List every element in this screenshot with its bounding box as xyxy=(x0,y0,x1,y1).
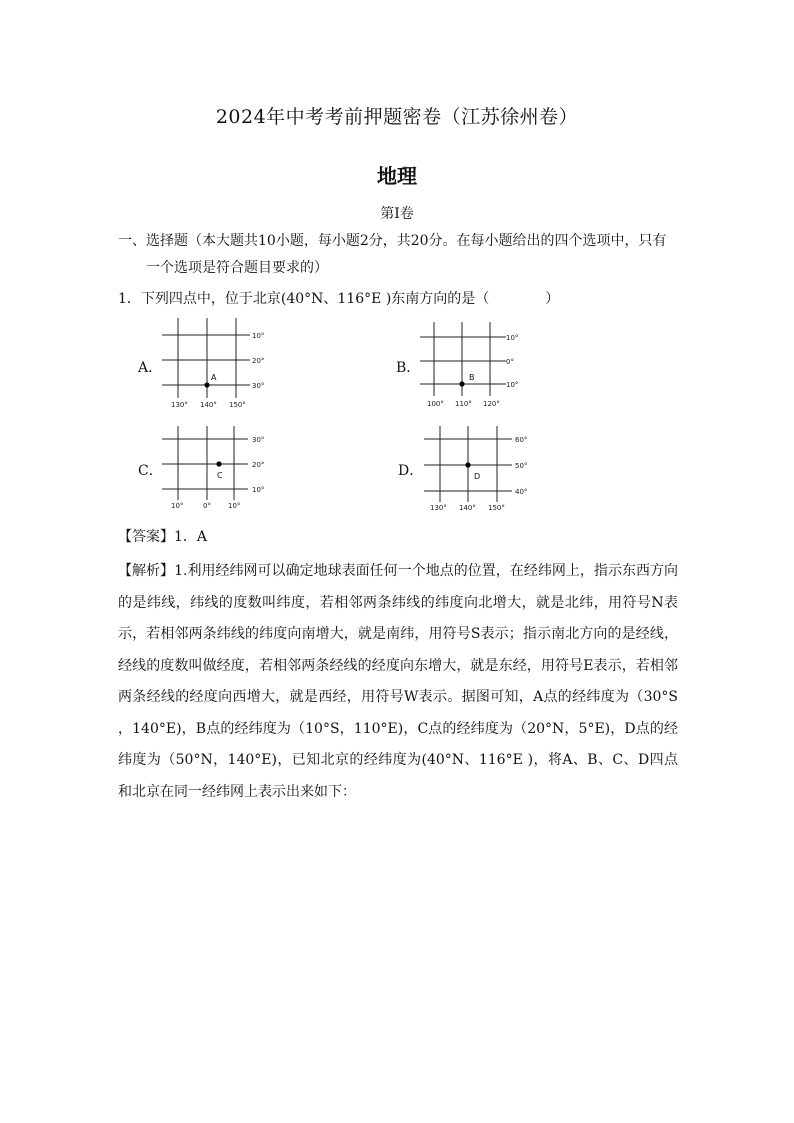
answer-tag: 【答案】 xyxy=(118,529,174,545)
question-1-text: 1．下列四点中，位于北京(40°N、116°E )东南方向的是（ xyxy=(118,291,490,307)
subject-title: 地理 xyxy=(377,164,417,188)
lat-tick: 20° xyxy=(252,461,265,469)
lon-tick: 100° xyxy=(427,400,444,408)
option-a-label: A． xyxy=(138,360,163,376)
lat-tick: 10° xyxy=(506,334,519,342)
lat-tick: 60° xyxy=(515,436,528,444)
lat-tick: 0° xyxy=(506,358,514,366)
lat-tick: 20° xyxy=(252,357,265,365)
lat-tick: 10° xyxy=(252,332,265,340)
option-c-label: C． xyxy=(138,463,163,479)
volume-label: 第Ⅰ卷 xyxy=(380,206,414,222)
lon-tick: 10° xyxy=(171,502,184,510)
lat-tick: 10° xyxy=(252,486,265,494)
lon-tick: 120° xyxy=(483,400,500,408)
lon-tick: 140° xyxy=(200,401,217,409)
lat-tick: 10° xyxy=(506,381,519,389)
lat-tick: 30° xyxy=(252,382,265,390)
answer-line xyxy=(118,526,207,546)
answer-text: 1．A xyxy=(174,529,208,545)
point-b-label: B xyxy=(469,373,475,382)
section-line-1: 一、选择题（本大题共10小题，每小题2分，共20分。在每小题给出的四个选项中，只有 xyxy=(118,233,667,249)
option-a-graticule xyxy=(160,318,270,412)
question-1-close: ） xyxy=(545,291,560,307)
point-a-marker xyxy=(204,382,209,387)
lon-tick: 0° xyxy=(203,502,211,510)
analysis-text: 1.利用经纬网可以确定地球表面任何一个地点的位置，在经纬网上，指示东西方向的是纬线，纬线的度数叫纬度，若相邻两条纬线的纬度向北增大，就是北纬，用符号N表示，若相邻两条纬线的纬度向南增大，就是南纬，用符号S表示；指示南北方向的是经线，经线的度数叫做经度，若相邻两条经线的经度向东增大，就是东经，用符号E表示，若相邻两条经线的经度向西增大，就是西经，用符号W表示。据图可知，A点的经纬度为（30°S ，140°E)，B点的经纬度为（10°S，110°E)，C点的经纬度为（20°N，5°E)，D点的经纬度为（50°N，140°E)，已知北京的经纬度为(40°N、116°E )，将A、B、C、D四点和北京在同一经纬网上表示出来如下： xyxy=(118,563,679,800)
option-d-graticule xyxy=(422,426,532,516)
question-1-stem xyxy=(118,288,559,308)
point-c-label: C xyxy=(217,471,223,480)
lon-tick: 10° xyxy=(228,502,241,510)
point-a-label: A xyxy=(211,373,217,382)
analysis-paragraph xyxy=(118,556,678,808)
lon-tick: 150° xyxy=(229,401,246,409)
analysis-tag: 【解析】 xyxy=(118,563,175,579)
section-heading xyxy=(118,228,698,282)
exam-title: 2024年中考考前押题密卷（江苏徐州卷） xyxy=(215,106,579,128)
option-c-graticule xyxy=(160,426,270,516)
lon-tick: 130° xyxy=(430,504,447,512)
point-b-marker xyxy=(459,381,464,386)
point-c-marker xyxy=(216,461,221,466)
option-b-label: B． xyxy=(396,360,421,376)
lon-tick: 130° xyxy=(171,401,188,409)
option-d-label: D． xyxy=(398,463,424,479)
lon-tick: 110° xyxy=(455,400,472,408)
point-d-label: D xyxy=(474,472,481,481)
point-d-marker xyxy=(465,462,470,467)
lat-tick: 30° xyxy=(252,436,265,444)
lon-tick: 140° xyxy=(459,504,476,512)
lat-tick: 40° xyxy=(515,488,528,496)
option-b-graticule xyxy=(418,322,528,412)
lon-tick: 150° xyxy=(488,504,505,512)
lat-tick: 50° xyxy=(515,462,528,470)
section-line-2: 一个选项是符合题目要求的） xyxy=(146,260,328,276)
